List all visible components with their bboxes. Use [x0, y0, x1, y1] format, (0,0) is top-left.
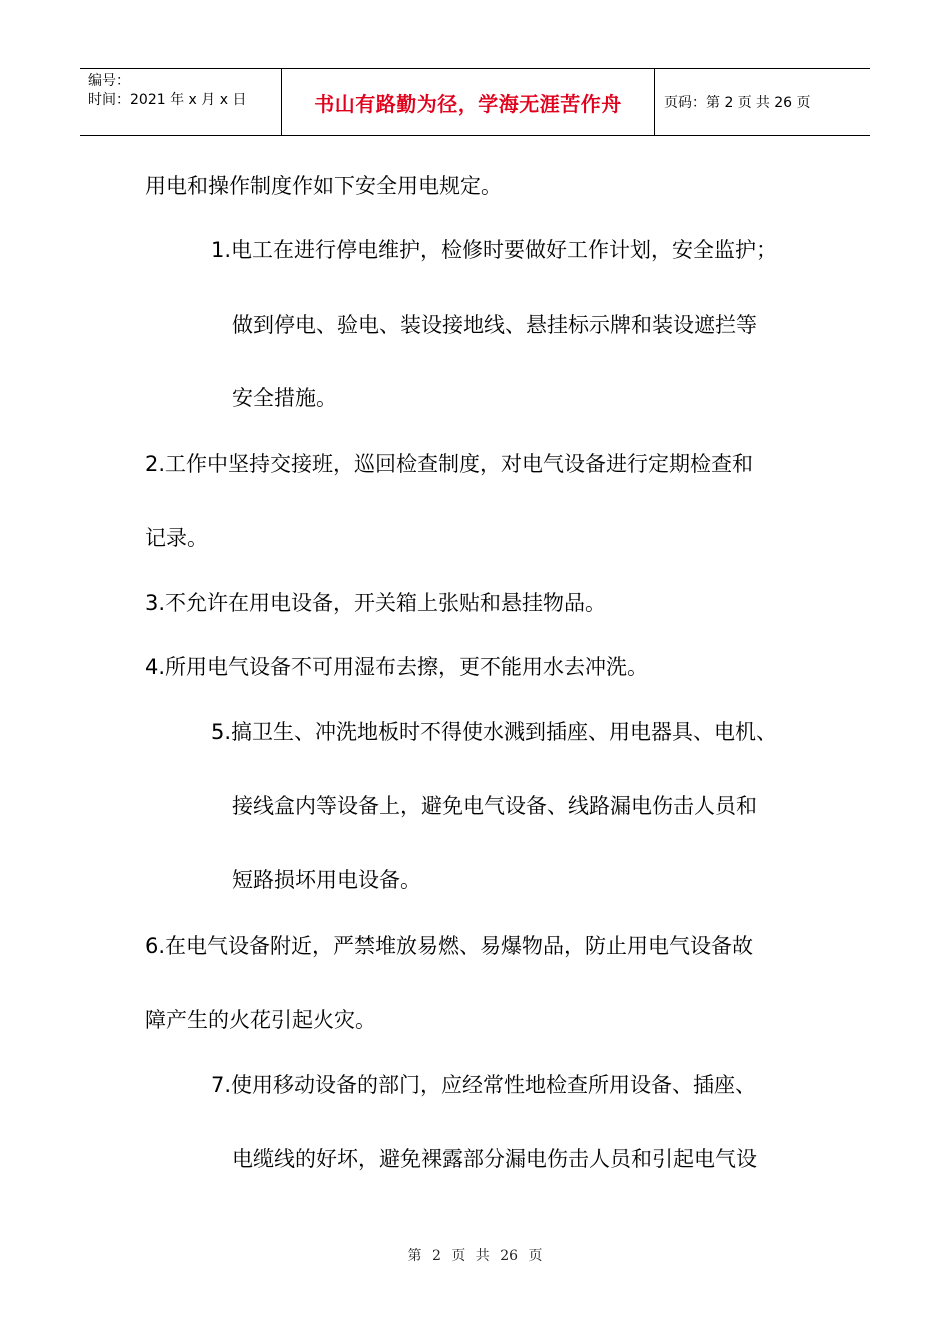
document-number-label: 编号：	[88, 73, 130, 89]
body-line: 3.不允许在用电设备，开关箱上张贴和悬挂物品。	[145, 591, 607, 615]
header-page-total: 共 26 页	[755, 95, 811, 111]
body-line: 用电和操作制度作如下安全用电规定。	[145, 174, 502, 198]
body-line: 做到停电、验电、装设接地线、悬挂标示牌和装设遮拦等	[232, 313, 757, 337]
page-header	[80, 68, 870, 136]
header-page-cell	[655, 69, 870, 135]
body-line: 障产生的火花引起火灾。	[145, 1008, 376, 1032]
body-line: 5.搞卫生、冲洗地板时不得使水溅到插座、用电器具、电机、	[211, 720, 778, 744]
body-line: 6.在电气设备附近，严禁堆放易燃、易爆物品，防止用电气设备故	[145, 934, 754, 958]
body-line: 2.工作中坚持交接班，巡回检查制度，对电气设备进行定期检查和	[145, 452, 754, 476]
document-date-label: 时间：2021 年 x 月 x 日	[88, 92, 247, 108]
body-line: 短路损坏用电设备。	[232, 868, 421, 892]
header-motto: 书山有路勤为径，学海无涯苦作舟	[282, 69, 655, 135]
body-line: 记录。	[145, 526, 208, 550]
header-meta-cell	[80, 69, 282, 135]
page-footer: 第 2 页 共 26 页	[407, 1248, 543, 1264]
header-page-number: 页码：第 2 页	[664, 95, 752, 111]
body-line: 7.使用移动设备的部门，应经常性地检查所用设备、插座、	[211, 1073, 757, 1097]
body-line: 安全措施。	[232, 386, 337, 410]
body-line: 电缆线的好坏，避免裸露部分漏电伤击人员和引起电气设	[232, 1147, 757, 1171]
body-line: 4.所用电气设备不可用湿布去擦，更不能用水去冲洗。	[145, 655, 649, 679]
body-line: 接线盒内等设备上，避免电气设备、线路漏电伤击人员和	[232, 794, 757, 818]
body-line: 1.电工在进行停电维护，检修时要做好工作计划，安全监护；	[211, 238, 778, 262]
